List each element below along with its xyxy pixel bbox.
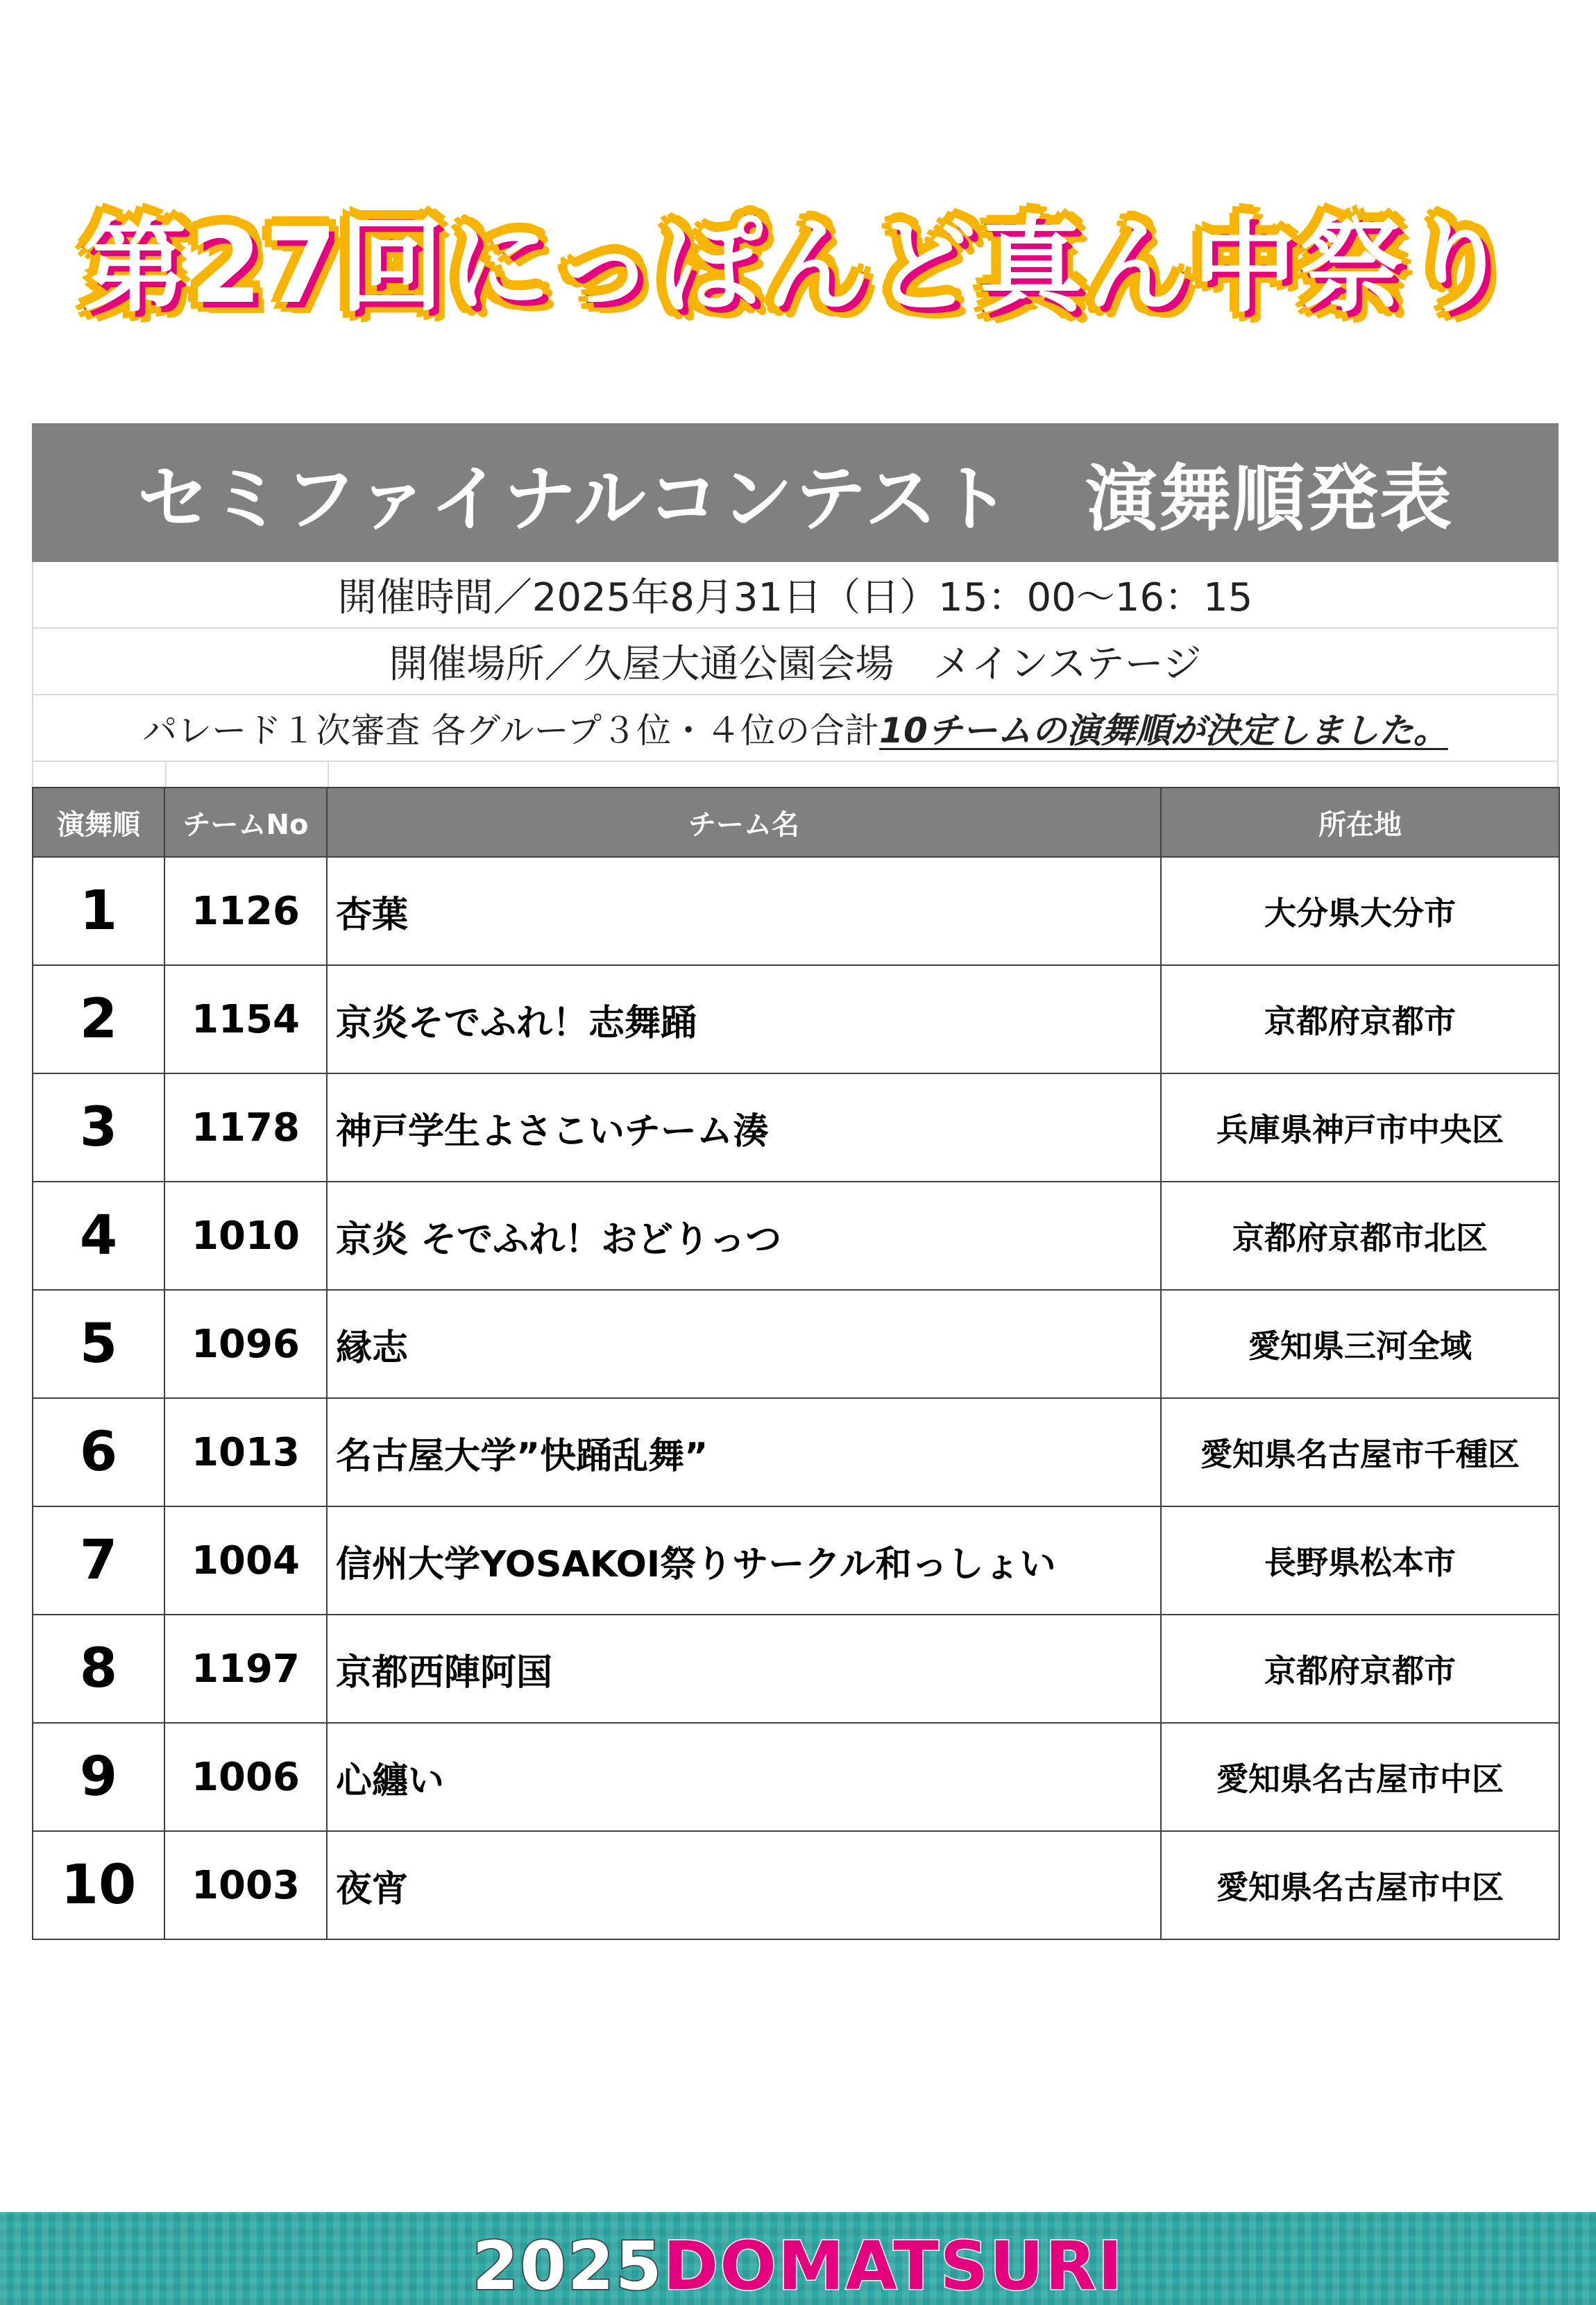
team-no-cell: 1010 bbox=[164, 1182, 327, 1290]
order-cell: 5 bbox=[33, 1290, 164, 1398]
event-venue: 開催場所／久屋大通公園会場 メインステージ bbox=[32, 629, 1559, 695]
team-name-cell: 京炎 そでふれ！おどりっつ bbox=[327, 1182, 1161, 1290]
team-no-cell: 1013 bbox=[164, 1398, 327, 1506]
team-no-cell: 1126 bbox=[164, 857, 327, 965]
team-no-cell: 1197 bbox=[164, 1615, 327, 1723]
footer-banner bbox=[0, 2212, 1596, 2305]
team-no-cell: 1096 bbox=[164, 1290, 327, 1398]
order-cell: 3 bbox=[33, 1073, 164, 1182]
location-cell: 兵庫県神戸市中央区 bbox=[1161, 1073, 1559, 1182]
column-header-order: 演舞順 bbox=[33, 788, 164, 857]
table-row bbox=[33, 1398, 1559, 1506]
location-cell: 愛知県名古屋市千種区 bbox=[1161, 1398, 1559, 1506]
table-row bbox=[33, 1723, 1559, 1831]
table-spacer bbox=[32, 762, 1559, 787]
announcement-note bbox=[32, 695, 1559, 762]
team-no-cell: 1006 bbox=[164, 1723, 327, 1831]
order-cell: 7 bbox=[33, 1506, 164, 1615]
column-header-team-name: チーム名 bbox=[327, 788, 1161, 857]
location-cell: 京都府京都市北区 bbox=[1161, 1182, 1559, 1290]
festival-title: 第27回にっぽんど真ん中祭り bbox=[83, 206, 1513, 327]
team-no-cell: 1178 bbox=[164, 1073, 327, 1182]
team-name-cell: 京都西陣阿国 bbox=[327, 1615, 1161, 1723]
location-cell: 愛知県三河全域 bbox=[1161, 1290, 1559, 1398]
table-row bbox=[33, 965, 1559, 1073]
team-no-cell: 1004 bbox=[164, 1506, 327, 1615]
logo-year: 2025 bbox=[472, 2227, 663, 2305]
order-cell: 8 bbox=[33, 1615, 164, 1723]
team-name-cell: 信州大学YOSAKOI祭りサークル和っしょい bbox=[327, 1506, 1161, 1615]
team-name-cell: 神戸学生よさこいチーム湊 bbox=[327, 1073, 1161, 1182]
location-cell: 京都府京都市 bbox=[1161, 1615, 1559, 1723]
location-cell: 大分県大分市 bbox=[1161, 857, 1559, 965]
table-row bbox=[33, 857, 1559, 965]
team-no-cell: 1154 bbox=[164, 965, 327, 1073]
festival-banner bbox=[0, 173, 1596, 340]
team-no-cell: 1003 bbox=[164, 1831, 327, 1939]
location-cell: 長野県松本市 bbox=[1161, 1506, 1559, 1615]
table-header-row bbox=[33, 788, 1559, 857]
location-cell: 愛知県名古屋市中区 bbox=[1161, 1831, 1559, 1939]
table-row bbox=[33, 1182, 1559, 1290]
order-cell: 1 bbox=[33, 857, 164, 965]
team-name-cell: 夜宵 bbox=[327, 1831, 1161, 1939]
performance-order-table bbox=[32, 787, 1560, 1940]
note-emphasis: 10チームの演舞順が決定しました。 bbox=[879, 711, 1448, 751]
note-text: パレード１次審査 各グループ３位・４位の合計 bbox=[142, 711, 880, 751]
logo-name: DOMATSURI bbox=[663, 2227, 1124, 2305]
table-row bbox=[33, 1831, 1559, 1939]
order-cell: 9 bbox=[33, 1723, 164, 1831]
column-header-team-no: チームNo bbox=[164, 788, 327, 857]
table-row bbox=[33, 1615, 1559, 1723]
team-name-cell: 縁志 bbox=[327, 1290, 1161, 1398]
location-cell: 京都府京都市 bbox=[1161, 965, 1559, 1073]
team-name-cell: 杏葉 bbox=[327, 857, 1161, 965]
table-row bbox=[33, 1073, 1559, 1182]
table-row bbox=[33, 1506, 1559, 1615]
location-cell: 愛知県名古屋市中区 bbox=[1161, 1723, 1559, 1831]
order-cell: 4 bbox=[33, 1182, 164, 1290]
team-name-cell: 名古屋大学”快踊乱舞” bbox=[327, 1398, 1161, 1506]
team-name-cell: 京炎そでふれ！志舞踊 bbox=[327, 965, 1161, 1073]
announcement-header bbox=[32, 423, 1559, 787]
column-header-location: 所在地 bbox=[1161, 788, 1559, 857]
table-row bbox=[33, 1290, 1559, 1398]
order-cell: 10 bbox=[33, 1831, 164, 1939]
order-cell: 6 bbox=[33, 1398, 164, 1506]
domatsuri-logo bbox=[472, 2227, 1123, 2305]
event-datetime: 開催時間／2025年8月31日（日）15：00～16：15 bbox=[32, 562, 1559, 629]
contest-title: セミファイナルコンテスト 演舞順発表 bbox=[32, 423, 1559, 562]
order-cell: 2 bbox=[33, 965, 164, 1073]
team-name-cell: 心纏い bbox=[327, 1723, 1161, 1831]
